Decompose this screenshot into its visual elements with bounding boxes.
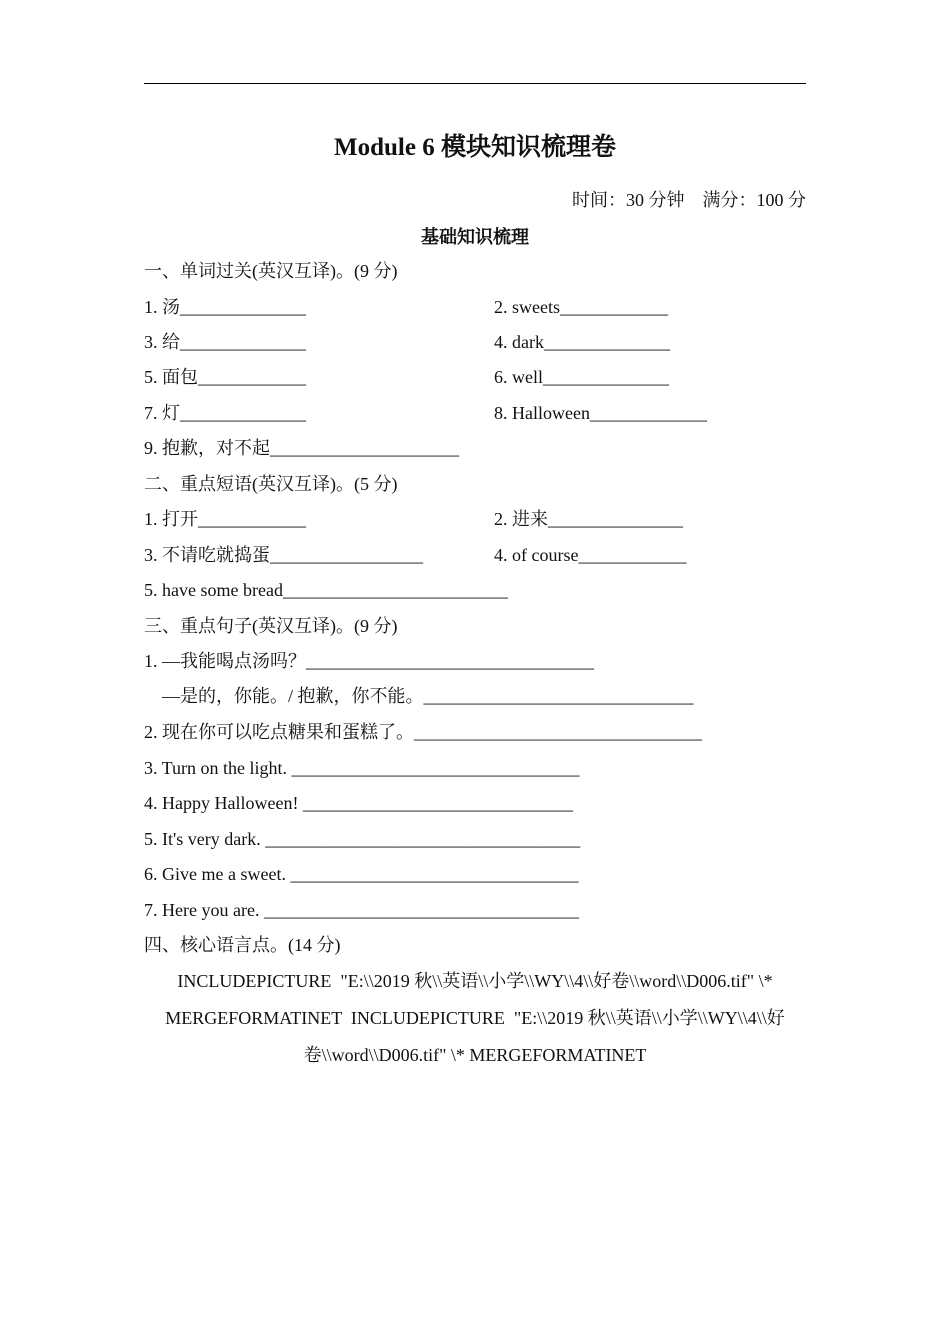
field-code-line: 卷\\word\\D006.tif" \* MERGEFORMATINET: [303, 1045, 647, 1065]
question-item: 9. 抱歉，对不起_____________________: [144, 438, 459, 458]
header-rule: [144, 83, 806, 84]
field-code-line: MERGEFORMATINET INCLUDEPICTURE "E:\\2019 秋\\英语\\小学\\WY\\4\\好: [165, 1008, 785, 1028]
question-item: 3. 给______________: [144, 332, 306, 352]
question-item: 4. of course____________: [494, 545, 687, 565]
question-item: 3. Turn on the light. ________________________________: [144, 758, 580, 778]
question-item: 6. Give me a sweet. ________________________________: [144, 864, 579, 884]
page-title: Module 6 模块知识梳理卷: [334, 134, 616, 161]
question-item: 8. Halloween_____________: [494, 403, 707, 423]
question-item: 2. 现在你可以吃点糖果和蛋糕了。________________________________: [144, 722, 702, 742]
section4-heading: 四、核心语言点。(14 分): [144, 935, 341, 955]
time-and-score: 时间：30 分钟 满分：100 分: [572, 190, 806, 210]
section3-heading: 三、重点句子(英汉互译)。(9 分): [144, 616, 398, 636]
question-item: 4. dark______________: [494, 332, 670, 352]
field-code-line: INCLUDEPICTURE "E:\\2019 秋\\英语\\小学\\WY\\4\\好卷\\word\\D006.tif" \*: [177, 971, 773, 991]
question-item: 3. 不请吃就捣蛋_________________: [144, 545, 423, 565]
question-item: 1. 汤______________: [144, 297, 306, 317]
question-item: 6. well______________: [494, 367, 669, 387]
question-item: 7. Here you are. ___________________________________: [144, 900, 579, 920]
question-item: 1. 打开____________: [144, 509, 306, 529]
question-item: 4. Happy Halloween! ______________________________: [144, 793, 573, 813]
question-item: 5. have some bread_________________________: [144, 580, 508, 600]
question-item: —是的，你能。/ 抱歉，你不能。______________________________: [162, 686, 694, 706]
question-item: 1. —我能喝点汤吗？________________________________: [144, 651, 594, 671]
question-item: 5. 面包____________: [144, 367, 306, 387]
question-item: 5. It's very dark. ___________________________________: [144, 829, 581, 849]
section1-heading: 一、单词过关(英汉互译)。(9 分): [144, 261, 398, 281]
section-subtitle: 基础知识梳理: [421, 227, 529, 247]
section2-heading: 二、重点短语(英汉互译)。(5 分): [144, 474, 398, 494]
question-item: 7. 灯______________: [144, 403, 306, 423]
question-item: 2. sweets____________: [494, 297, 668, 317]
question-item: 2. 进来_______________: [494, 509, 683, 529]
